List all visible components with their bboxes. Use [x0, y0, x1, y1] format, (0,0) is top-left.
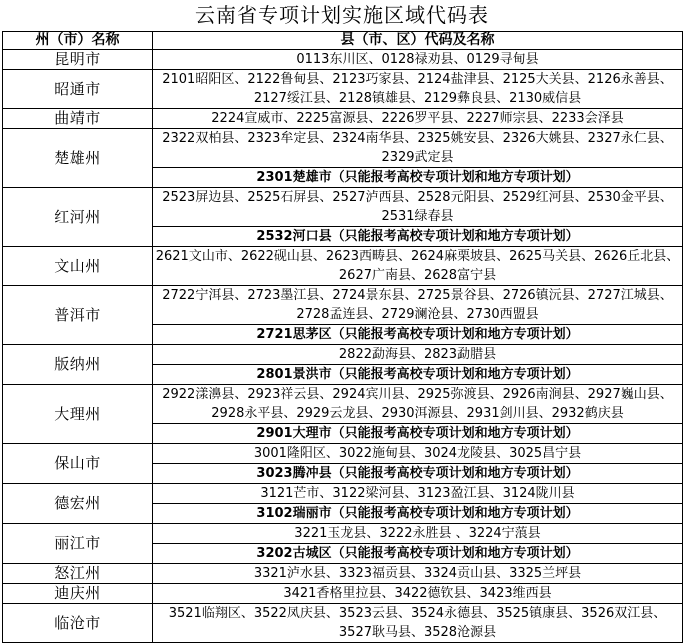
table-row	[3, 129, 683, 168]
table-row	[3, 604, 683, 643]
county-code-list: 3221玉龙县、3222永胜县 、3224宁蒗县	[153, 524, 683, 544]
region-code-table	[2, 31, 683, 643]
county-code-list: 2621文山市、2622砚山县、2623西畴县、2624麻栗坡县、2625马关县、2626丘北县、2627广南县、2628富宁县	[153, 247, 683, 286]
table-row	[3, 444, 683, 464]
prefecture-name: 怒江州	[3, 564, 153, 584]
table-body	[3, 50, 683, 643]
table-row	[3, 50, 683, 70]
prefecture-name: 保山市	[3, 444, 153, 484]
prefecture-name: 昭通市	[3, 70, 153, 109]
header-prefecture: 州（市）名称	[3, 32, 153, 50]
prefecture-name: 普洱市	[3, 286, 153, 345]
prefecture-name: 德宏州	[3, 484, 153, 524]
county-code-list: 3001隆阳区、3022施甸县、3024龙陵县、3025昌宁县	[153, 444, 683, 464]
county-code-list: 3121芒市、3122梁河县、3123盈江县、3124陇川县	[153, 484, 683, 504]
prefecture-name: 昆明市	[3, 50, 153, 70]
county-code-list: 2523屏边县、2525石屏县、2527泸西县、2528元阳县、2529红河县、2530金平县、2531绿春县	[153, 188, 683, 227]
page-title: 云南省专项计划实施区域代码表	[195, 3, 489, 27]
county-code-list: 2922漾濞县、2923祥云县、2924宾川县、2925弥渡县、2926南涧县、2927巍山县、2928永平县、2929云龙县、2930洱源县、2931剑川县、2932鹤庆县	[153, 385, 683, 424]
special-plan-county: 3023腾冲县（只能报考高校专项计划和地方专项计划）	[153, 464, 683, 484]
header-county-codes: 县（市、区）代码及名称	[153, 32, 683, 50]
county-code-list: 3521临翔区、3522凤庆县、3523云县、3524永德县、3525镇康县、3526双江县、3527耿马县、3528沧源县	[153, 604, 683, 643]
special-plan-county: 2301楚雄市（只能报考高校专项计划和地方专项计划）	[153, 168, 683, 188]
county-code-list: 2722宁洱县、2723墨江县、2724景东县、2725景谷县、2726镇沅县、2727江城县、2728孟连县、2729澜沧县、2730西盟县	[153, 286, 683, 325]
county-code-list: 3321泸水县、3323福贡县、3324贡山县、3325兰坪县	[153, 564, 683, 584]
prefecture-name: 大理州	[3, 385, 153, 444]
prefecture-name: 红河州	[3, 188, 153, 247]
prefecture-name: 楚雄州	[3, 129, 153, 188]
county-code-list: 0113东川区、0128禄劝县、0129寻甸县	[153, 50, 683, 70]
table-row	[3, 70, 683, 109]
header-row	[3, 32, 683, 50]
county-code-list: 2224宣威市、2225富源县、2226罗平县、2227师宗县、2233会泽县	[153, 109, 683, 129]
prefecture-name: 文山州	[3, 247, 153, 286]
prefecture-name: 迪庆州	[3, 584, 153, 604]
table-row	[3, 188, 683, 227]
table-row	[3, 345, 683, 365]
county-code-list: 2822勐海县、2823勐腊县	[153, 345, 683, 365]
special-plan-county: 2901大理市（只能报考高校专项计划和地方专项计划）	[153, 424, 683, 444]
special-plan-county: 2721思茅区（只能报考高校专项计划和地方专项计划）	[153, 325, 683, 345]
table-row	[3, 484, 683, 504]
table-row	[3, 109, 683, 129]
county-code-list: 2322双柏县、2323牟定县、2324南华县、2325姚安县、2326大姚县、2327永仁县、2329武定县	[153, 129, 683, 168]
table-row	[3, 286, 683, 325]
special-plan-county: 3202古城区（只能报考高校专项计划和地方专项计划）	[153, 544, 683, 564]
county-code-list: 3421香格里拉县、3422德钦县、3423维西县	[153, 584, 683, 604]
table-row	[3, 524, 683, 544]
table-row	[3, 584, 683, 604]
prefecture-name: 版纳州	[3, 345, 153, 385]
table-row	[3, 564, 683, 584]
prefecture-name: 丽江市	[3, 524, 153, 564]
special-plan-county: 3102瑞丽市（只能报考高校专项计划和地方专项计划）	[153, 504, 683, 524]
county-code-list: 2101昭阳区、2122鲁甸县、2123巧家县、2124盐津县、2125大关县、2126永善县、2127绥江县、2128镇雄县、2129彝良县、2130威信县	[153, 70, 683, 109]
special-plan-county: 2532河口县（只能报考高校专项计划和地方专项计划）	[153, 227, 683, 247]
table-row	[3, 247, 683, 286]
table-row	[3, 385, 683, 424]
special-plan-county: 2801景洪市（只能报考高校专项计划和地方专项计划）	[153, 365, 683, 385]
prefecture-name: 临沧市	[3, 604, 153, 643]
prefecture-name: 曲靖市	[3, 109, 153, 129]
